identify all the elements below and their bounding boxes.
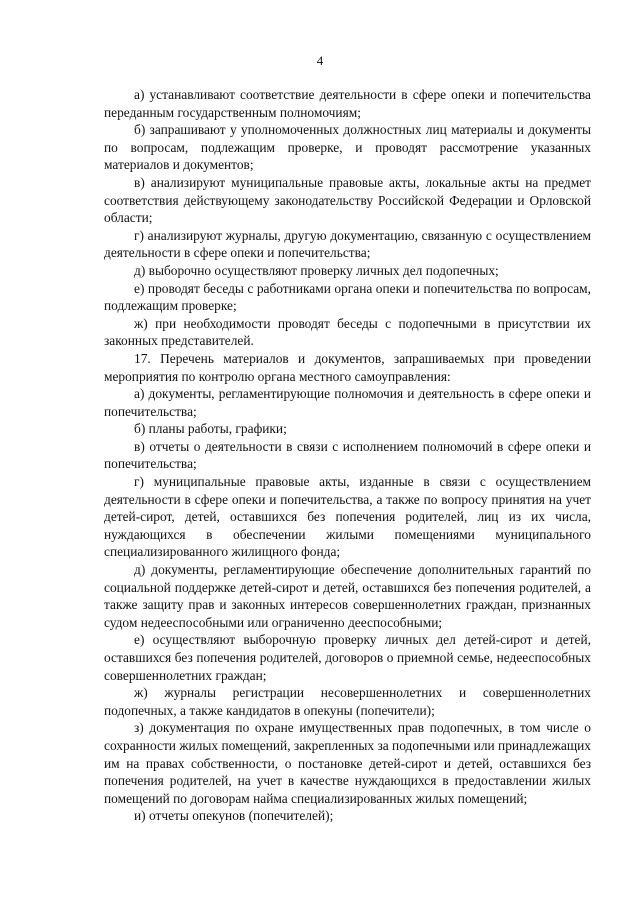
paragraph-17-list-heading: 17. Перечень материалов и документов, запрашиваемых при проведении мероприятия по контролю органа местного самоуправления: xyxy=(104,350,591,384)
paragraph-e-conversations-staff: е) проводят беседы с работниками органа опеки и попечительства по вопросам, подлежащим проверке; xyxy=(104,280,591,314)
page-number: 4 xyxy=(316,53,324,68)
paragraph-zh-registration-journals: ж) журналы регистрации несовершеннолетних и совершеннолетних подопечных, а также кандидатов в опекуны (попечители); xyxy=(104,685,591,718)
document-body xyxy=(104,86,591,825)
paragraph-z-property-rights: з) документация по охране имущественных прав подопечных, в том числе о сохранности жилых помещений, закрепленных за подопечными или принадлежащих им на правах собственности, о постановке детей-сирот и детей, оставшихся без попечения родителей, на учет в качестве нуждающихся в предоставлении жилых помещений по договорам найма специализированных жилых помещений; xyxy=(104,720,591,806)
paragraph-v-analyze-acts: в) анализируют муниципальные правовые акты, локальные акты на предмет соответствия действующему законодательству Российской Федерации и Орловской области; xyxy=(104,174,591,226)
paragraph-e-selective-check: е) осуществляют выборочную проверку личных дел детей-сирот и детей, оставшихся без попечения родителей, договоров о приемной семье, недееспособных совершеннолетних граждан; xyxy=(104,632,591,683)
paragraph-v-reports: в) отчеты о деятельности в связи с исполнением полномочий в сфере опеки и попечительства; xyxy=(104,438,591,472)
paragraph-a-documents: а) документы, регламентирующие полномочия и деятельность в сфере опеки и попечительства; xyxy=(104,386,591,419)
paragraph-g-analyze-journals: г) анализируют журналы, другую документацию, связанную с осуществлением деятельности в сфере опеки и попечительства; xyxy=(104,227,591,261)
paragraph-i-guardian-reports: и) отчеты опекунов (попечителей); xyxy=(134,808,334,824)
paragraph-zh-conversations-wards: ж) при необходимости проводят беседы с подопечными в присутствии их законных представителей. xyxy=(104,315,591,349)
paragraph-a-compliance: а) устанавливают соответствие деятельности в сфере опеки и попечительства переданным государственным полномочиям; xyxy=(104,87,591,120)
paragraph-b-plans: б) планы работы, графики; xyxy=(134,421,287,437)
paragraph-d-check-files: д) выборочно осуществляют проверку личных дел подопечных; xyxy=(134,262,499,278)
paragraph-g-municipal-acts: г) муниципальные правовые акты, изданные в связи с осуществлением деятельности в сфере опеки и попечительства, а также по вопросу принятия на учет детей-сирот, детей, оставшихся без попечения родителей, лиц из их числа, нуждающихся в обеспечении жилыми помещениями муниципального специализированного жилищного фонда; xyxy=(104,474,591,560)
paragraph-b-request-materials: б) запрашивают у уполномоченных должностных лиц материалы и документы по вопросам, подлежащим проверке, и проводят рассмотрение указанных материалов и документов; xyxy=(104,122,591,173)
paragraph-d-guarantees: д) документы, регламентирующие обеспечение дополнительных гарантий по социальной поддержке детей-сирот и детей, оставшихся без попечения родителей, а также защиту прав и законных интересов совершеннолетних граждан, признанных судом недееспособными или ограниченно дееспособными; xyxy=(104,562,591,630)
